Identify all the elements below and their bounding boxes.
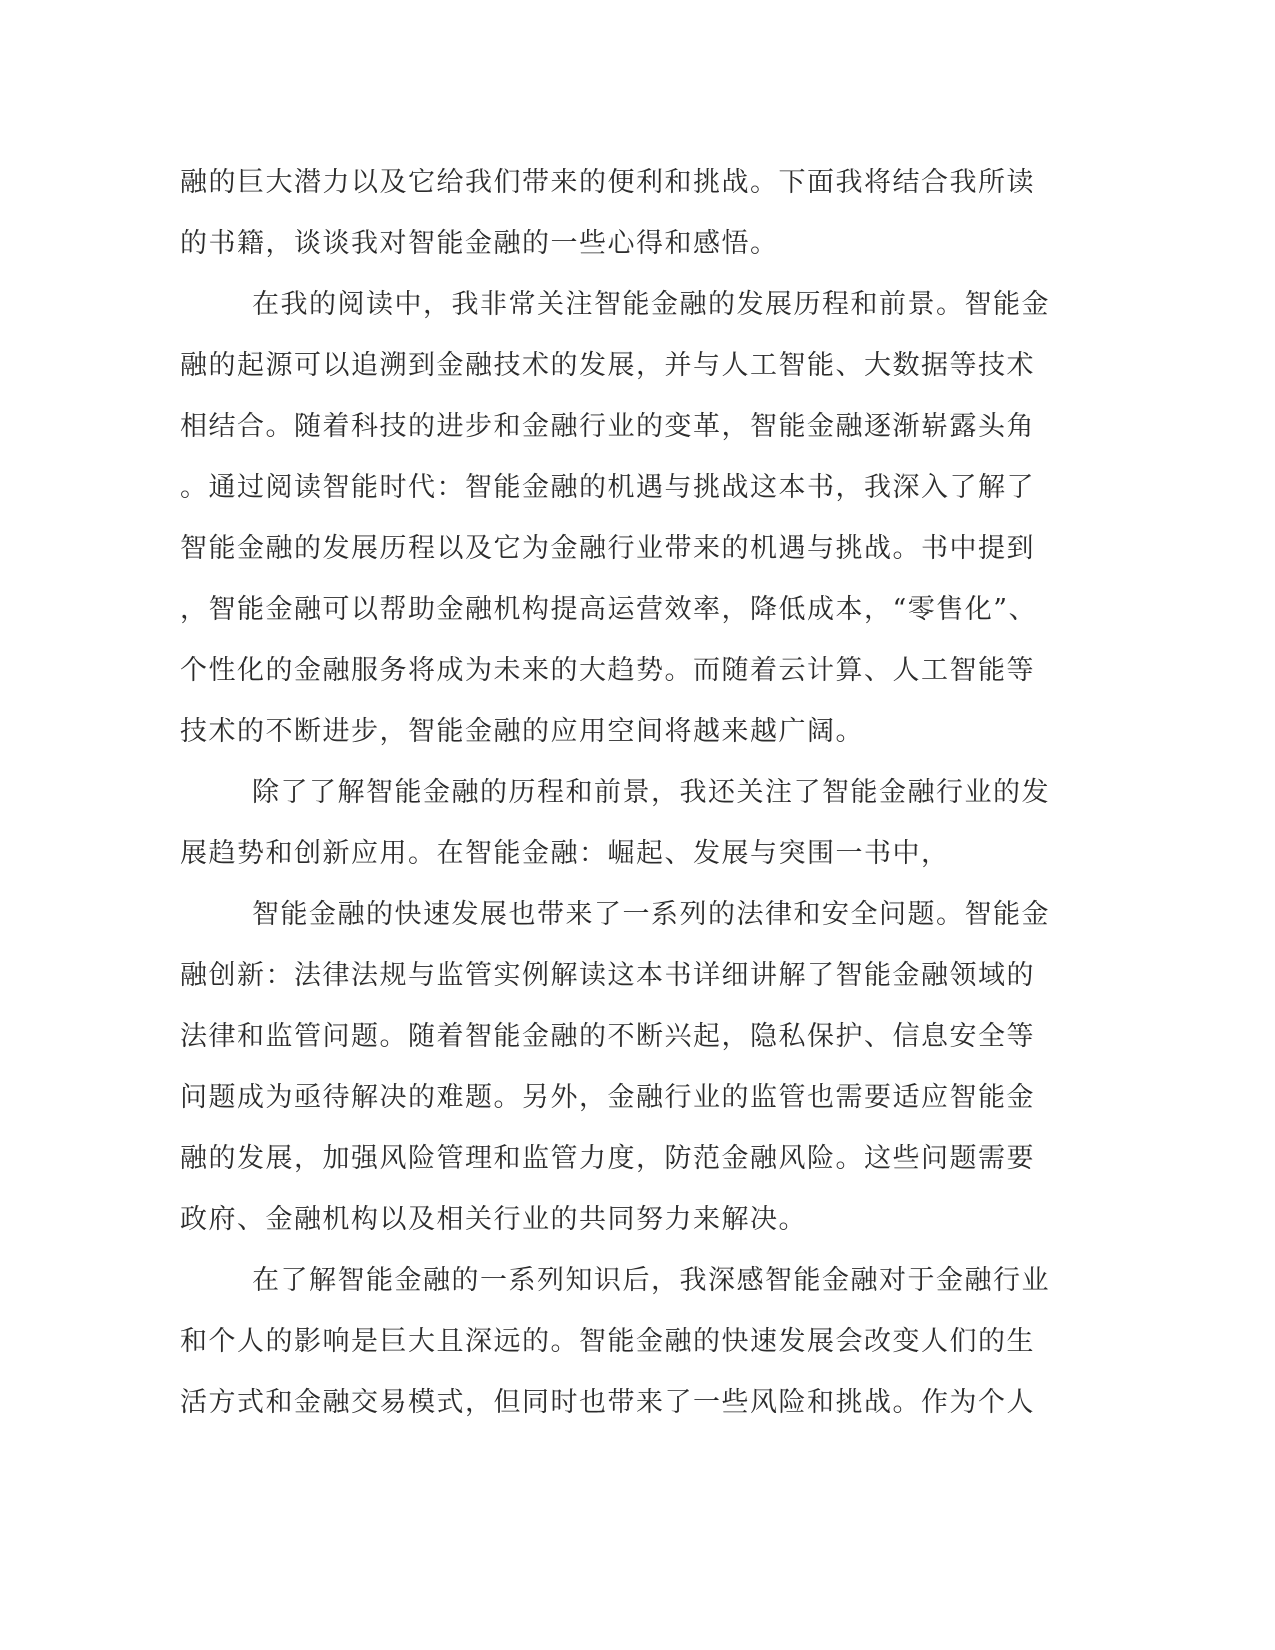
- text-line: 政府、金融机构以及相关行业的共同努力来解决。: [180, 1204, 807, 1235]
- text-line: 融创新：法律法规与监管实例解读这本书详细讲解了智能金融领域的: [180, 960, 1035, 991]
- text-line: 个性化的金融服务将成为未来的大趋势。而随着云计算、人工智能等: [180, 655, 1035, 686]
- text-line: 融的起源可以追溯到金融技术的发展，并与人工智能、大数据等技术: [180, 350, 1035, 381]
- paragraph-first-line: 智能金融的快速发展也带来了一系列的法律和安全问题。智能金: [252, 899, 1050, 930]
- text-line: 展趋势和创新应用。在智能金融：崛起、发展与突围一书中，: [180, 838, 950, 869]
- paragraph-first-line: 除了了解智能金融的历程和前景，我还关注了智能金融行业的发: [252, 777, 1050, 808]
- text-line: 技术的不断进步，智能金融的应用空间将越来越广阔。: [180, 716, 864, 747]
- text-line: 相结合。随着科技的进步和金融行业的变革，智能金融逐渐崭露头角: [180, 411, 1035, 442]
- text-line: 智能金融的发展历程以及它为金融行业带来的机遇与挑战。书中提到: [180, 533, 1035, 564]
- text-line: 融的巨大潜力以及它给我们带来的便利和挑战。下面我将结合我所读: [180, 167, 1035, 198]
- paragraph-first-line: 在我的阅读中，我非常关注智能金融的发展历程和前景。智能金: [252, 289, 1050, 320]
- text-line: 活方式和金融交易模式，但同时也带来了一些风险和挑战。作为个人: [180, 1387, 1035, 1418]
- text-line: ，智能金融可以帮助金融机构提高运营效率，降低成本，“零售化”、: [180, 594, 1038, 625]
- text-line: 问题成为亟待解决的难题。另外，金融行业的监管也需要适应智能金: [180, 1082, 1035, 1113]
- text-line: 融的发展，加强风险管理和监管力度，防范金融风险。这些问题需要: [180, 1143, 1035, 1174]
- text-line: 和个人的影响是巨大且深远的。智能金融的快速发展会改变人们的生: [180, 1326, 1035, 1357]
- text-line: 法律和监管问题。随着智能金融的不断兴起，隐私保护、信息安全等: [180, 1021, 1035, 1052]
- text-line: 。通过阅读智能时代：智能金融的机遇与挑战这本书，我深入了解了: [180, 472, 1035, 503]
- paragraph-first-line: 在了解智能金融的一系列知识后，我深感智能金融对于金融行业: [252, 1265, 1050, 1296]
- document-body: [180, 158, 1080, 1439]
- text-line: 的书籍，谈谈我对智能金融的一些心得和感悟。: [180, 228, 779, 259]
